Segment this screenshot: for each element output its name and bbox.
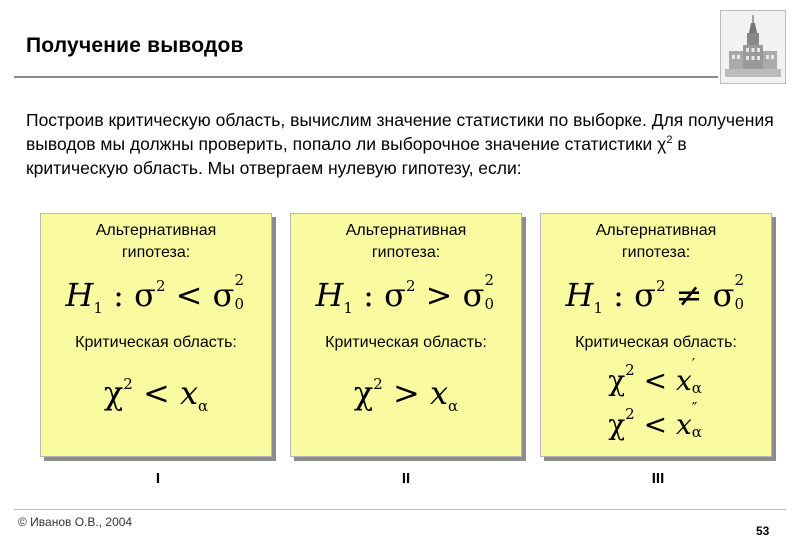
critical-region-formula-lower: $\chi^2 < x$ ′ α bbox=[608, 355, 702, 397]
case-box-2 bbox=[290, 213, 522, 457]
copyright: © Иванов О.В., 2004 bbox=[18, 515, 133, 529]
case-numeral-2: II bbox=[401, 470, 411, 487]
page-number: 53 bbox=[756, 524, 770, 538]
alt-hypothesis-formula: $H_1$ : $\sigma^2 \ne \sigma$ 2 0 bbox=[565, 271, 745, 317]
alt-hypothesis-formula: $H_1$ : $\sigma^2 < \sigma$ 2 0 bbox=[65, 271, 245, 317]
alt-hypothesis-formula: $H_1$ : $\sigma^2 > \sigma$ 2 0 bbox=[315, 271, 495, 317]
critical-region-label: Критическая область: bbox=[575, 334, 737, 351]
critical-region-formula-upper: $\chi^2 < x$ ″ α bbox=[608, 399, 702, 441]
critical-region-formula: $\chi^2 < x_\alpha$ bbox=[103, 374, 209, 415]
alt-hypothesis-heading: Альтернативная гипотеза: bbox=[345, 222, 467, 261]
alt-hypothesis-heading: Альтернативная гипотеза: bbox=[95, 222, 217, 261]
critical-region-label: Критическая область: bbox=[75, 334, 237, 351]
case-numeral-1: I bbox=[155, 470, 161, 487]
slide-title: Получение выводов bbox=[26, 34, 244, 57]
footer-rule bbox=[14, 509, 786, 510]
case-numeral-3: III bbox=[651, 470, 665, 487]
critical-region-label: Критическая область: bbox=[325, 334, 487, 351]
critical-region-formula: $\chi^2 > x_\alpha$ bbox=[353, 374, 459, 415]
title-rule bbox=[14, 76, 718, 78]
alt-hypothesis-heading: Альтернативная гипотеза: bbox=[595, 222, 717, 261]
case-box-3 bbox=[540, 213, 772, 457]
intro-paragraph: Построив критическую область, вычислим значение статистики по выборке. Для получения выводов мы должны проверить, попало ли выборочное значение статистики $\chi^2$ в критическую область. Мы отвергаем нулевую гипотезу, если: bbox=[26, 110, 774, 178]
case-box-1 bbox=[40, 213, 272, 457]
university-building-logo bbox=[720, 10, 786, 84]
